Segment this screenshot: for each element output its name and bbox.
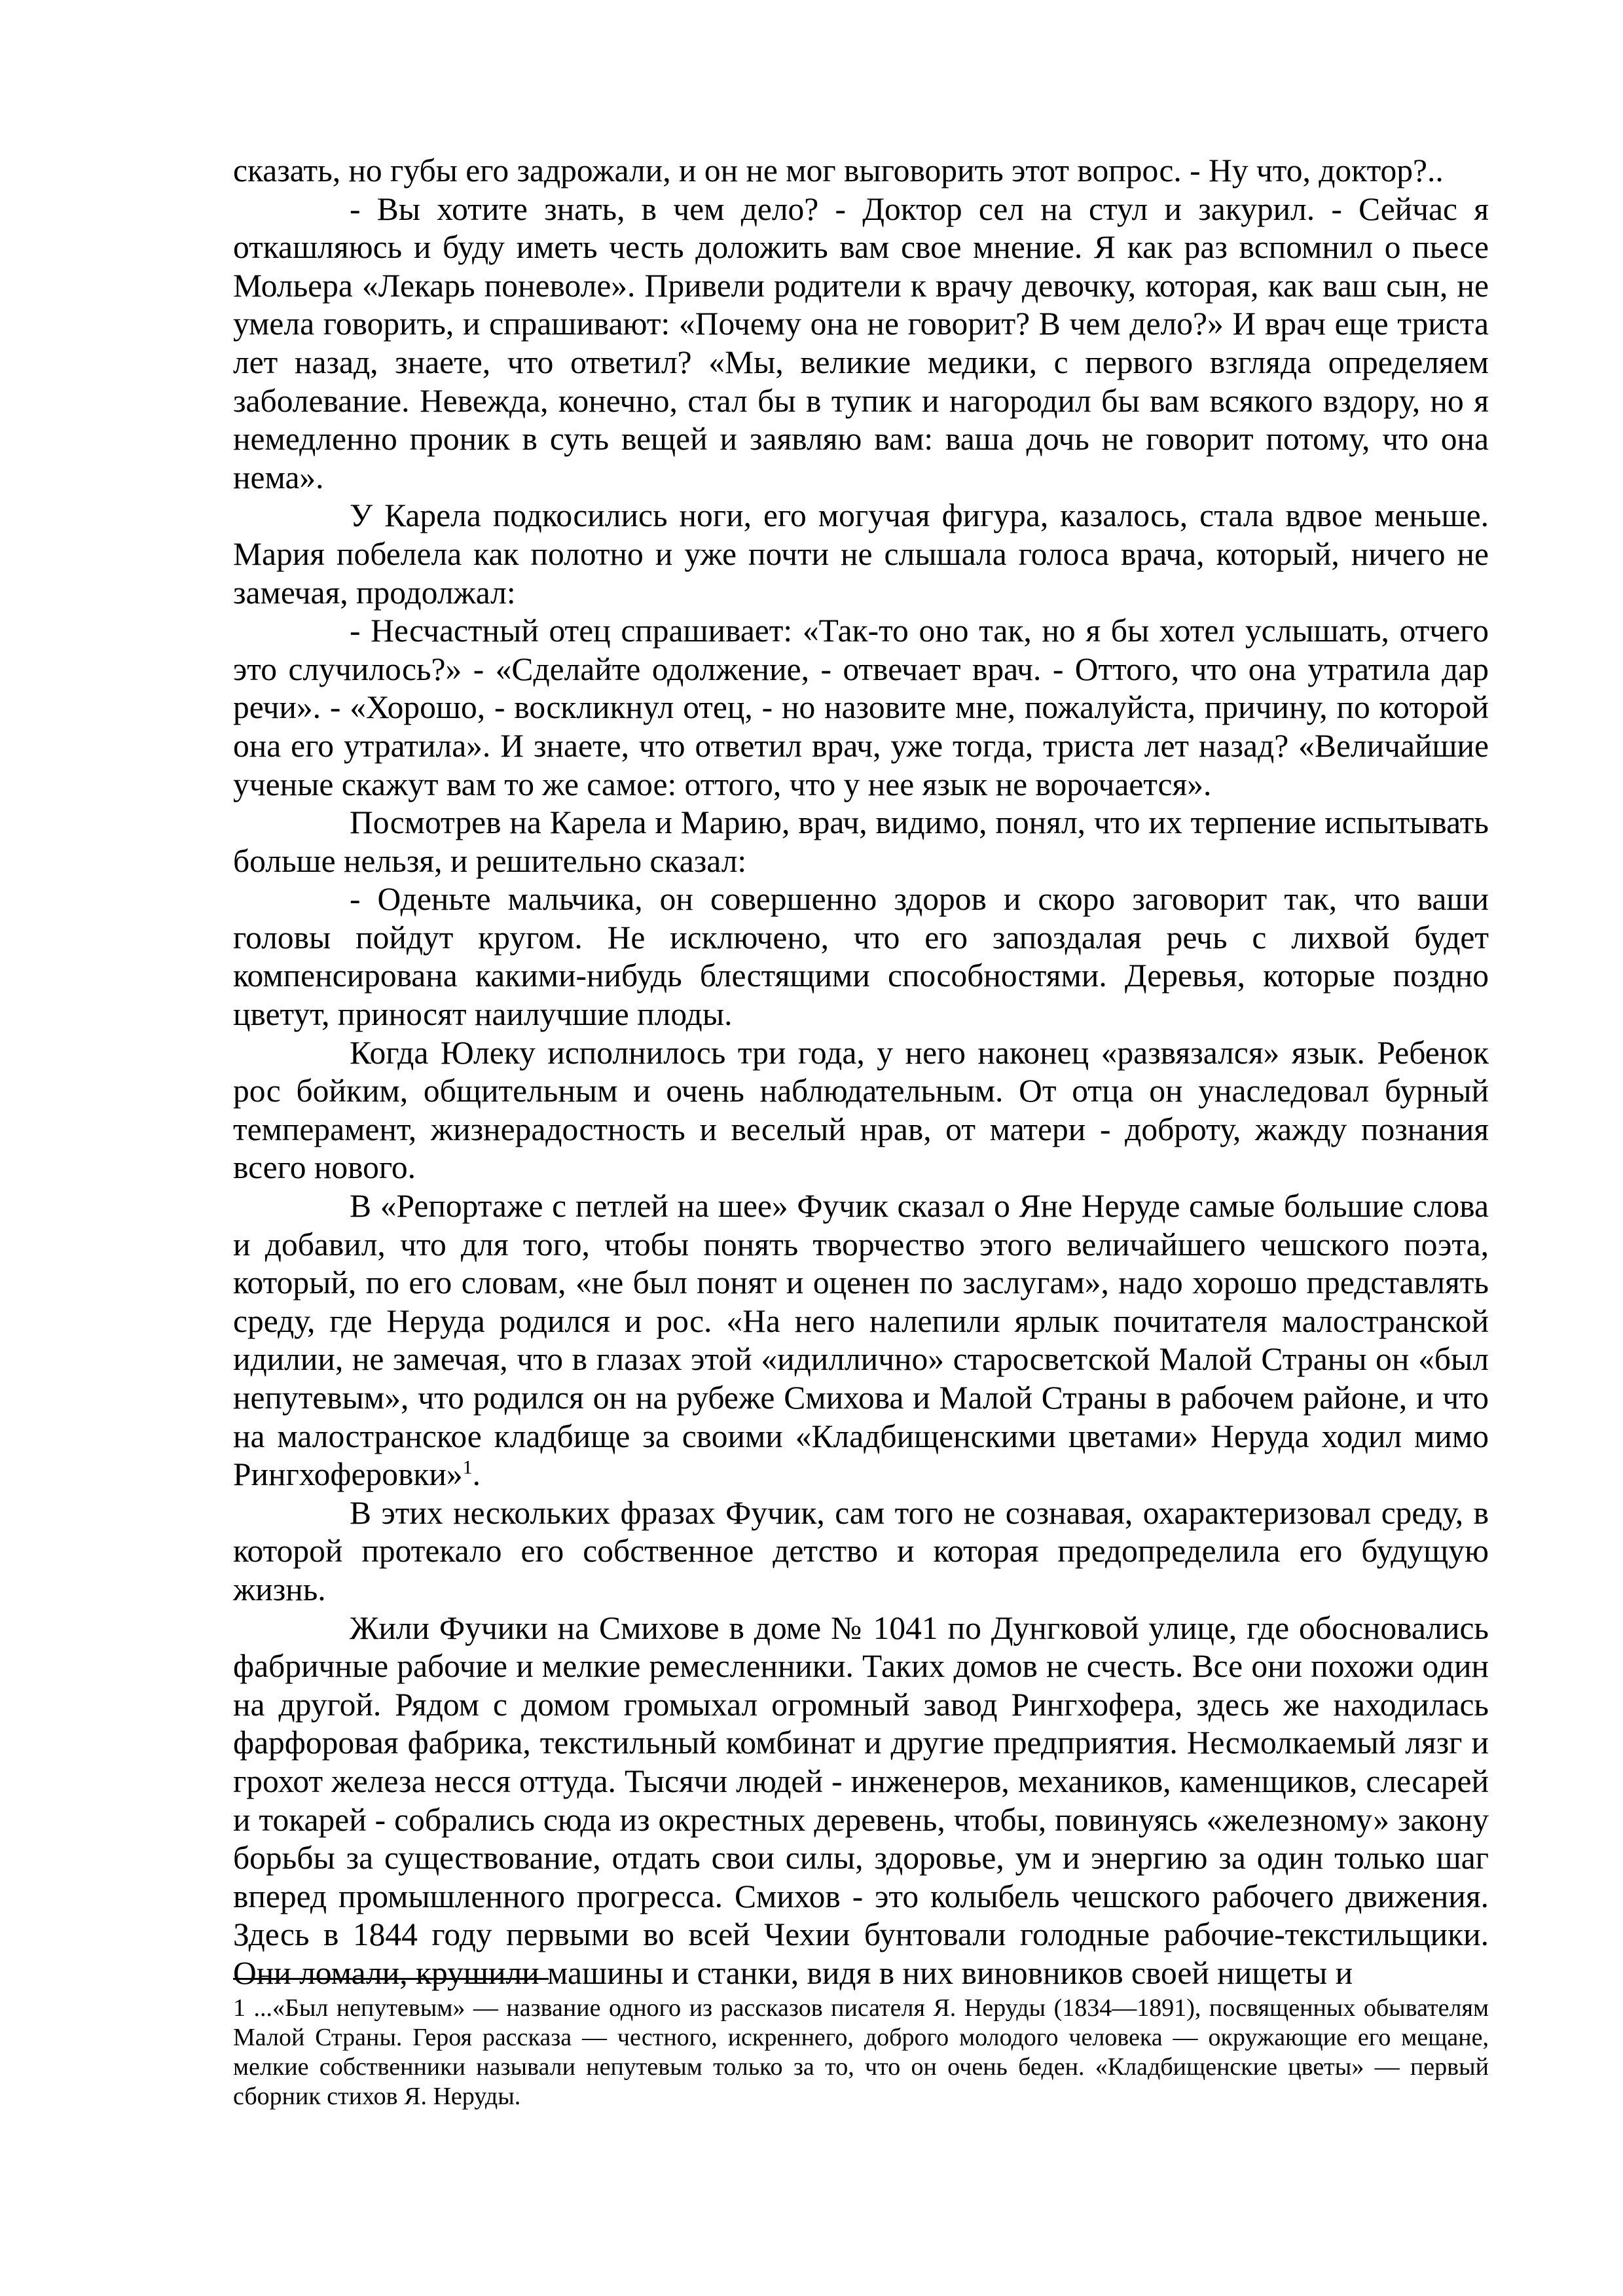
paragraph-tail: . — [472, 1456, 481, 1493]
paragraph: В этих нескольких фразах Фучик, сам того не сознавая, охарактеризовал среду, в которой протекало его собственное детство и которая предопределила его будущую жизнь. — [233, 1494, 1489, 1607]
paragraph: - Вы хотите знать, в чем дело? - Доктор сел на стул и закурил. - Сейчас я откашляюсь и буду иметь честь доложить вам свое мнение. Я как раз вспомнил о пьесе Мольера «Лекарь поневоле». Привели родители к врачу девочку, которая, как ваш сын, не умела говорить, и спрашивают: «Почему она не говорит? В чем дело?» И врач еще триста лет назад, знаете, что ответил? «Мы, великие медики, с первого взгляда определяем заболевание. Невежда, конечно, стал бы в тупик и нагородил бы вам всякого вздору, но я немедленно проник в суть вещей и заявляю вам: ваша дочь не говорит потому, что она нема». — [233, 190, 1489, 495]
paragraph-text: В «Репортаже с петлей на шее» Фучик сказал о Яне Неруде самые большие слова и добавил, что для того, чтобы понять творчество этого величайшего чешского поэта, который, по его словам, «не был понят и оценен по заслугам», надо хорошо представлять среду, где Неруда родился и рос. «На него налепили ярлык почитателя малостранской идилии, не замечая, что в глазах этой «идиллично» старосветской Малой Страны он «был непутевым», что родился он на рубеже Смихова и Малой Страны в рабочем районе, и что на малостранское кладбище за своими «Кладбищенскими цветами» Неруда ходил мимо Рингхоферовки» — [233, 1188, 1489, 1493]
footnote-separator — [233, 1978, 549, 1980]
body-text — [233, 152, 1489, 1993]
paragraph: Посмотрев на Карела и Марию, врач, видимо, понял, что их терпение испытывать больше нельзя, и решительно сказал: — [233, 804, 1489, 879]
paragraph-with-footnote — [233, 1187, 1489, 1494]
paragraph: сказать, но губы его задрожали, и он не мог выговорить этот вопрос. - Ну что, доктор?.. — [233, 152, 1444, 188]
paragraph: Жили Фучики на Смихове в доме № 1041 по Дунгковой улице, где обосновались фабричные рабочие и мелкие ремесленники. Таких домов не счесть. Все они похожи один на другой. Рядом с домом громыхал огромный завод Рингхофера, здесь же находилась фарфоровая фабрика, текстильный комбинат и другие предприятия. Несмолкаемый лязг и грохот железа несся оттуда. Тысячи людей - инженеров, механиков, каменщиков, слесарей и токарей - собрались сюда из окрестных деревень, чтобы, повинуясь «железному» закону борьбы за существование, отдать свои силы, здоровье, ум и энергию за один только шаг вперед промышленного прогресса. Смихов - это колыбель чешского рабочего движения. Здесь в 1844 году первыми во всей Чехии бунтовали голодные рабочие-текстильщики. Они ломали, крушили машины и станки, видя в них виновников своей нищеты и — [233, 1609, 1489, 1991]
footnote: 1 ...«Был непутевым» — название одного из рассказов писателя Я. Неруды (1834—1891), посвященных обывателям Малой Страны. Героя рассказа — честного, искреннего, доброго молодого человека — окружающие его мещане, мелкие собственники называли непутевым только за то, что он очень беден. «Кладбищенские цветы» — первый сборник стихов Я. Неруды. — [233, 1994, 1489, 2110]
paragraph: - Оденьте мальчика, он совершенно здоров и скоро заговорит так, что ваши головы пойдут кругом. Не исключено, что его запоздалая речь с лихвой будет компенсирована какими-нибудь блестящими способностями. Деревья, которые поздно цветут, приносят наилучшие плоды. — [233, 881, 1489, 1033]
paragraph: - Несчастный отец спрашивает: «Так-то оно так, но я бы хотел услышать, отчего это случилось?» - «Сделайте одолжение, - отвечает врач. - Оттого, что она утратила дар речи». - «Хорошо, - воскликнул отец, - но назовите мне, пожалуйста, причину, по которой она его утратила». И знаете, что ответил врач, уже тогда, триста лет назад? «Величайшие ученые скажут вам то же самое: оттого, что у нее язык не ворочается». — [233, 613, 1489, 802]
footnote-reference[interactable]: 1 — [462, 1456, 473, 1479]
paragraph: Когда Юлеку исполнилось три года, у него наконец «развязался» язык. Ребенок рос бойким, общительным и очень наблюдательным. От отца он унаследовал бурный темперамент, жизнерадостность и веселый нрав, от матери - доброту, жажду познания всего нового. — [233, 1034, 1489, 1186]
paragraph: У Карела подкосились ноги, его могучая фигура, казалось, стала вдвое меньше. Мария побелела как полотно и уже почти не слышала голоса врача, который, ничего не замечая, продолжал: — [233, 497, 1489, 611]
